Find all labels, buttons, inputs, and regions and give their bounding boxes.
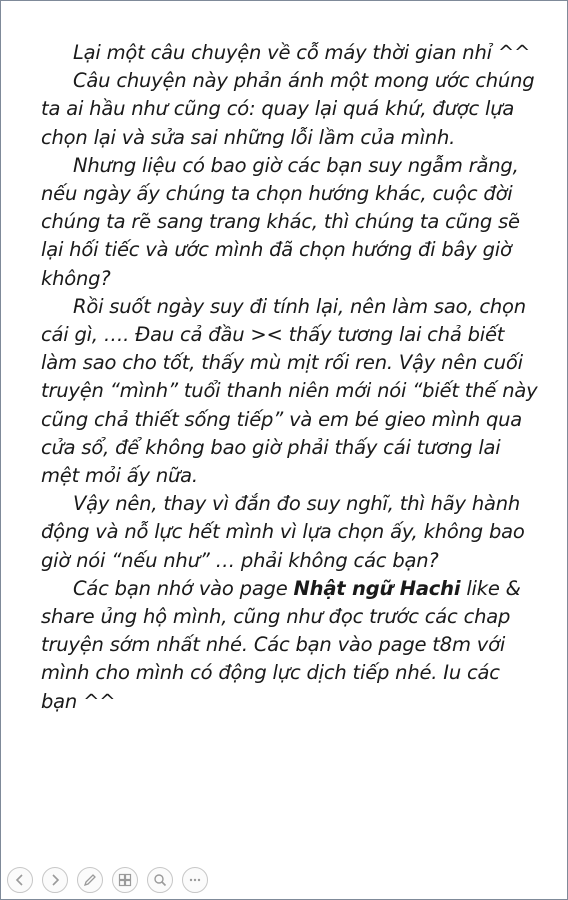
zoom-icon (152, 872, 168, 888)
paragraph-1: Lại một câu chuyện về cỗ máy thời gian nhỉ ^^ (73, 41, 531, 64)
paragraph-6-after: like & share ủng hộ mình, cũng như đọc trước các chap truyện sớm nhất nhé. Các bạn vào page t8m với mình cho mình có động lực dịch tiếp nhé. Iu các bạn ^^ (41, 576, 521, 713)
previous-slide-button[interactable] (7, 867, 33, 893)
paragraph-4: Rồi suốt ngày suy đi tính lại, nên làm sao, chọn cái gì, …. Đau cả đầu >< thấy tương lai chả biết làm sao cho tốt, thấy mù mịt rối ren. Vậy nên cuối truyện “mình” tuổi thanh niên mới nói “biết thế này cũng chả thiết sống tiếp” và em bé gieo mình qua cửa sổ, để không bao giờ phải thấy cái tương lai mệt mỏi ấy nữa. (41, 294, 538, 488)
pen-button[interactable] (77, 867, 103, 893)
previous-slide-icon (12, 872, 28, 888)
next-slide-button[interactable] (42, 867, 68, 893)
pen-icon (82, 872, 98, 888)
paragraph-6-before: Các bạn nhớ vào page (73, 576, 294, 600)
paragraph-2: Câu chuyện này phản ánh một mong ước chúng ta ai hầu như cũng có: quay lại quá khứ, được lựa chọn lại và sửa sai những lỗi lầm của mình. (41, 69, 535, 149)
paragraph-6 (41, 575, 541, 716)
zoom-button[interactable] (147, 867, 173, 893)
more-options-icon (187, 872, 203, 888)
paragraph-5: Vậy nên, thay vì đắn đo suy nghĩ, thì hãy hành động và nỗ lực hết mình vì lựa chọn ấy, không bao giờ nói “nếu như” … phải không các bạn? (41, 492, 525, 572)
slide-text (41, 39, 541, 716)
next-slide-icon (47, 872, 63, 888)
page-name-bold: Nhật ngữ Hachi (293, 576, 461, 600)
paragraph-3: Nhưng liệu có bao giờ các bạn suy ngẫm rằng, nếu ngày ấy chúng ta chọn hướng khác, cuộc đời chúng ta rẽ sang trang khác, thì chúng ta cũng sẽ lại hối tiếc và ước mình đã chọn hướng đi bây giờ không? (41, 153, 520, 290)
more-options-button[interactable] (182, 867, 208, 893)
slideshow-toolbar (7, 867, 208, 893)
slides-button[interactable] (112, 867, 138, 893)
slides-icon (117, 872, 133, 888)
